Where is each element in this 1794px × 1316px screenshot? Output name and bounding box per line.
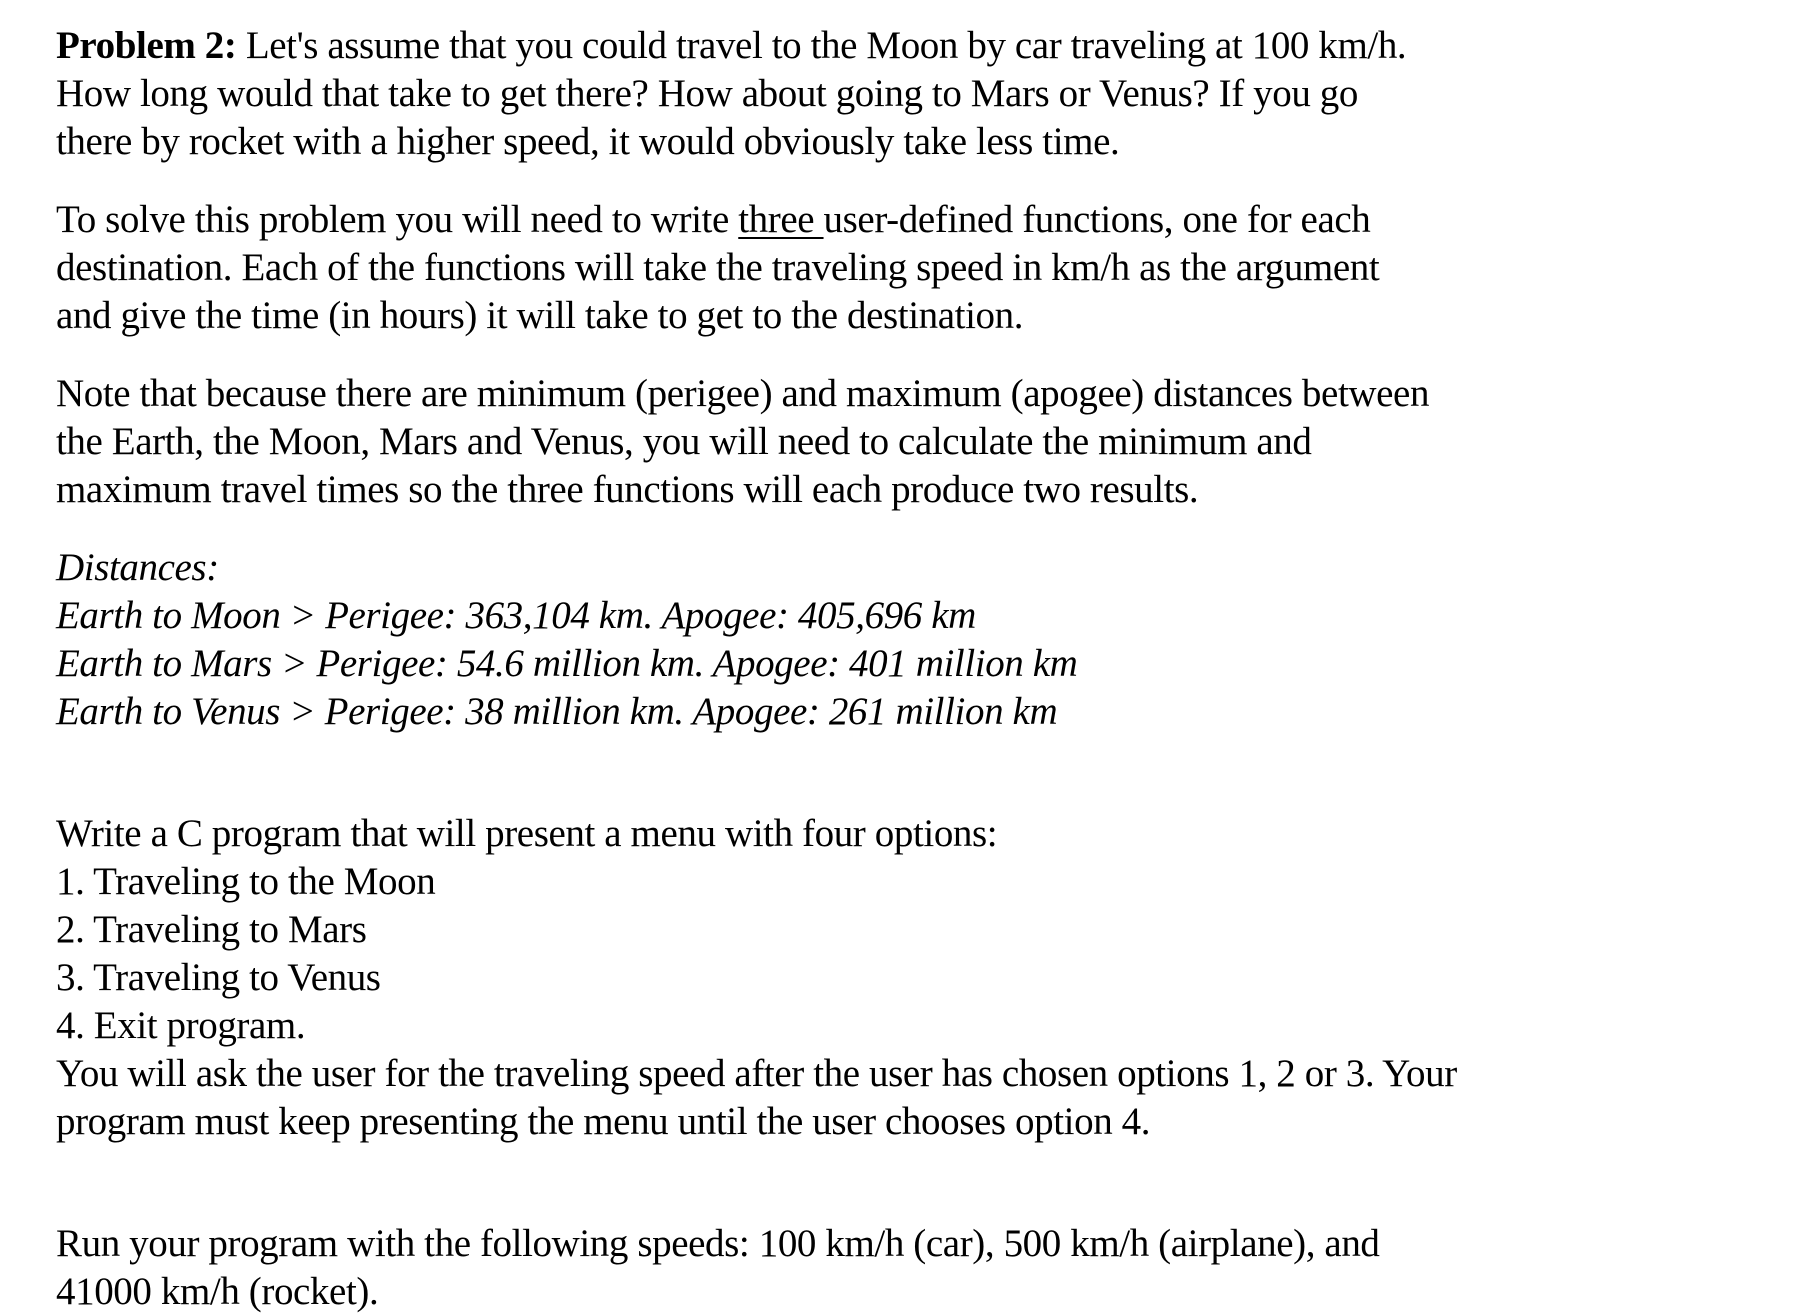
note-paragraph bbox=[56, 370, 1496, 514]
functions-underlined-three: three bbox=[738, 198, 824, 241]
note-line-1: Note that because there are minimum (perigee) and maximum (apogee) distances between bbox=[56, 372, 1430, 415]
problem-intro-text-1: Let's assume that you could travel to the Moon by car traveling at 100 km/h. bbox=[236, 24, 1407, 67]
distance-moon: Earth to Moon > Perigee: 363,104 km. Apogee: 405,696 km bbox=[56, 594, 976, 637]
distances-title: Distances: bbox=[56, 546, 219, 589]
note-line-2: the Earth, the Moon, Mars and Venus, you will need to calculate the minimum and bbox=[56, 420, 1312, 463]
problem-intro-line-1 bbox=[56, 22, 1496, 70]
menu-option-exit: 4. Exit program. bbox=[56, 1004, 306, 1047]
run-line-2: 41000 km/h (rocket). bbox=[56, 1270, 379, 1313]
functions-paragraph bbox=[56, 196, 1496, 340]
menu-after-line-2: program must keep presenting the menu until the user chooses option 4. bbox=[56, 1100, 1151, 1143]
menu-option-moon: 1. Traveling to the Moon bbox=[56, 860, 436, 903]
problem-intro-paragraph bbox=[56, 22, 1496, 166]
menu-intro: Write a C program that will present a menu with four options: bbox=[56, 812, 998, 855]
functions-line-1-suffix: user-defined functions, one for each bbox=[823, 198, 1371, 241]
problem-heading: Problem 2: bbox=[56, 24, 237, 67]
problem-intro-line-2: How long would that take to get there? How about going to Mars or Venus? If you go bbox=[56, 72, 1358, 115]
distance-mars: Earth to Mars > Perigee: 54.6 million km. Apogee: 401 million km bbox=[56, 642, 1078, 685]
run-paragraph bbox=[56, 1220, 1496, 1316]
distances-block bbox=[56, 544, 1496, 736]
note-line-3: maximum travel times so the three functions will each produce two results. bbox=[56, 468, 1199, 511]
functions-line-3: and give the time (in hours) it will take to get to the destination. bbox=[56, 294, 1024, 337]
distance-venus: Earth to Venus > Perigee: 38 million km. Apogee: 261 million km bbox=[56, 690, 1058, 733]
problem-intro-line-3: there by rocket with a higher speed, it would obviously take less time. bbox=[56, 120, 1120, 163]
document-body bbox=[56, 22, 1496, 1316]
menu-option-mars: 2. Traveling to Mars bbox=[56, 908, 367, 951]
menu-paragraph bbox=[56, 810, 1496, 1146]
functions-line-1-prefix: To solve this problem you will need to write bbox=[56, 198, 739, 241]
menu-option-venus: 3. Traveling to Venus bbox=[56, 956, 381, 999]
run-line-1: Run your program with the following speeds: 100 km/h (car), 500 km/h (airplane), and bbox=[56, 1222, 1380, 1265]
functions-line-2: destination. Each of the functions will take the traveling speed in km/h as the argument bbox=[56, 246, 1380, 289]
menu-after-line-1: You will ask the user for the traveling speed after the user has chosen options 1, 2 or 3. Your bbox=[56, 1052, 1457, 1095]
functions-line-1 bbox=[56, 196, 1496, 244]
